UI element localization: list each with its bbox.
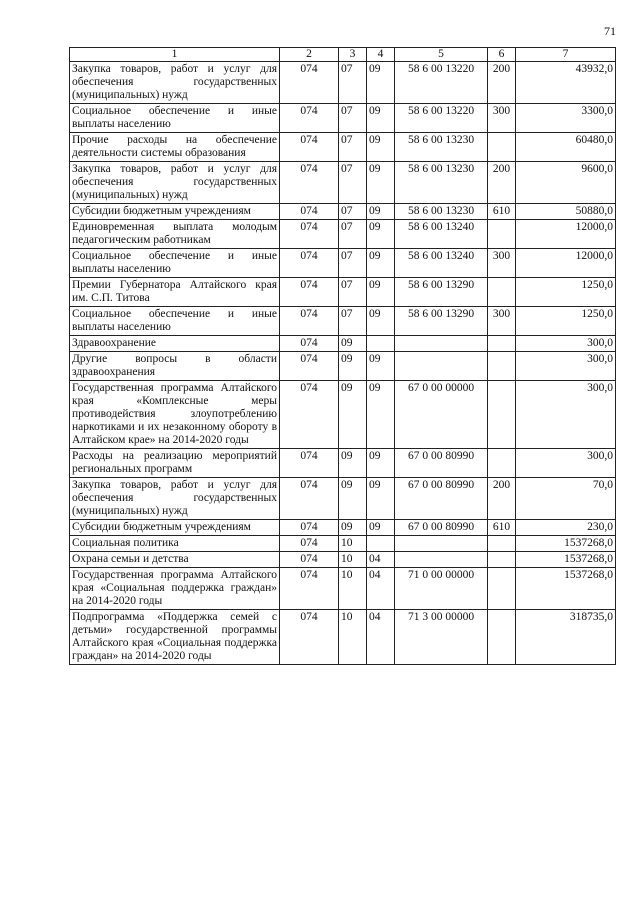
subsection-code-cell: 04 <box>367 552 395 568</box>
table-row <box>70 204 616 220</box>
expense-type-cell <box>488 381 516 449</box>
item-name-cell: Социальная политика <box>70 536 280 552</box>
target-article-cell: 67 0 00 00000 <box>395 381 488 449</box>
item-name-cell: Расходы на реализацию мероприятий региональных программ <box>70 449 280 478</box>
item-name-cell: Здравоохранение <box>70 336 280 352</box>
table-row <box>70 610 616 665</box>
table-row <box>70 307 616 336</box>
subsection-code-cell: 09 <box>367 520 395 536</box>
amount-cell: 70,0 <box>516 478 616 520</box>
subsection-code-cell <box>367 536 395 552</box>
expense-type-cell: 300 <box>488 104 516 133</box>
ministry-code-cell: 074 <box>280 104 339 133</box>
target-article-cell: 58 6 00 13240 <box>395 249 488 278</box>
amount-cell: 318735,0 <box>516 610 616 665</box>
ministry-code-cell: 074 <box>280 568 339 610</box>
expense-type-cell <box>488 536 516 552</box>
item-name-cell: Закупка товаров, работ и услуг для обеспечения государственных (муниципальных) нужд <box>70 478 280 520</box>
section-code-cell: 09 <box>339 520 367 536</box>
ministry-code-cell: 074 <box>280 552 339 568</box>
ministry-code-cell: 074 <box>280 449 339 478</box>
amount-cell: 12000,0 <box>516 249 616 278</box>
subsection-code-cell: 09 <box>367 381 395 449</box>
target-article-cell: 67 0 00 80990 <box>395 520 488 536</box>
amount-cell: 300,0 <box>516 352 616 381</box>
ministry-code-cell: 074 <box>280 536 339 552</box>
amount-cell: 60480,0 <box>516 133 616 162</box>
table-row <box>70 133 616 162</box>
column-header: 7 <box>516 48 616 62</box>
expense-type-cell <box>488 352 516 381</box>
section-code-cell: 10 <box>339 552 367 568</box>
target-article-cell: 58 6 00 13230 <box>395 133 488 162</box>
expense-type-cell: 200 <box>488 478 516 520</box>
subsection-code-cell: 09 <box>367 162 395 204</box>
column-header: 1 <box>70 48 280 62</box>
target-article-cell: 58 6 00 13220 <box>395 62 488 104</box>
amount-cell: 12000,0 <box>516 220 616 249</box>
section-code-cell: 09 <box>339 336 367 352</box>
target-article-cell <box>395 552 488 568</box>
amount-cell: 1537268,0 <box>516 568 616 610</box>
target-article-cell: 58 6 00 13230 <box>395 162 488 204</box>
expense-type-cell <box>488 610 516 665</box>
item-name-cell: Субсидии бюджетным учреждениям <box>70 204 280 220</box>
section-code-cell: 07 <box>339 249 367 278</box>
target-article-cell <box>395 352 488 381</box>
target-article-cell: 71 0 00 00000 <box>395 568 488 610</box>
section-code-cell: 07 <box>339 62 367 104</box>
section-code-cell: 09 <box>339 449 367 478</box>
item-name-cell: Прочие расходы на обеспечение деятельности системы образования <box>70 133 280 162</box>
target-article-cell: 58 6 00 13290 <box>395 278 488 307</box>
section-code-cell: 07 <box>339 162 367 204</box>
item-name-cell: Охрана семьи и детства <box>70 552 280 568</box>
amount-cell: 9600,0 <box>516 162 616 204</box>
expense-type-cell: 300 <box>488 249 516 278</box>
subsection-code-cell: 09 <box>367 249 395 278</box>
amount-cell: 300,0 <box>516 336 616 352</box>
subsection-code-cell: 09 <box>367 220 395 249</box>
ministry-code-cell: 074 <box>280 307 339 336</box>
subsection-code-cell: 09 <box>367 478 395 520</box>
ministry-code-cell: 074 <box>280 204 339 220</box>
amount-cell: 230,0 <box>516 520 616 536</box>
section-code-cell: 07 <box>339 104 367 133</box>
section-code-cell: 10 <box>339 536 367 552</box>
item-name-cell: Единовременная выплата молодым педагогическим работникам <box>70 220 280 249</box>
section-code-cell: 09 <box>339 478 367 520</box>
expense-type-cell <box>488 449 516 478</box>
item-name-cell: Государственная программа Алтайского края «Комплексные меры противодействия злоупотреблению наркотиками и их незаконному обороту в Алтайском крае» на 2014-2020 годы <box>70 381 280 449</box>
subsection-code-cell: 09 <box>367 62 395 104</box>
table-row <box>70 520 616 536</box>
table-row <box>70 62 616 104</box>
amount-cell: 43932,0 <box>516 62 616 104</box>
expense-type-cell <box>488 568 516 610</box>
table-row <box>70 478 616 520</box>
amount-cell: 1250,0 <box>516 278 616 307</box>
expense-type-cell <box>488 552 516 568</box>
ministry-code-cell: 074 <box>280 162 339 204</box>
item-name-cell: Социальное обеспечение и иные выплаты населению <box>70 249 280 278</box>
subsection-code-cell: 04 <box>367 568 395 610</box>
section-code-cell: 07 <box>339 278 367 307</box>
amount-cell: 1537268,0 <box>516 536 616 552</box>
ministry-code-cell: 074 <box>280 520 339 536</box>
ministry-code-cell: 074 <box>280 62 339 104</box>
subsection-code-cell: 04 <box>367 610 395 665</box>
subsection-code-cell: 09 <box>367 352 395 381</box>
item-name-cell: Социальное обеспечение и иные выплаты населению <box>70 104 280 133</box>
section-code-cell: 07 <box>339 220 367 249</box>
expense-type-cell: 610 <box>488 520 516 536</box>
target-article-cell: 58 6 00 13290 <box>395 307 488 336</box>
subsection-code-cell: 09 <box>367 133 395 162</box>
column-header: 5 <box>395 48 488 62</box>
table-row <box>70 568 616 610</box>
target-article-cell: 67 0 00 80990 <box>395 449 488 478</box>
ministry-code-cell: 074 <box>280 610 339 665</box>
table-body <box>70 62 616 665</box>
amount-cell: 3300,0 <box>516 104 616 133</box>
table-header <box>70 48 616 62</box>
column-header: 3 <box>339 48 367 62</box>
budget-table <box>69 47 616 665</box>
table-row <box>70 381 616 449</box>
ministry-code-cell: 074 <box>280 381 339 449</box>
section-code-cell: 09 <box>339 352 367 381</box>
section-code-cell: 10 <box>339 568 367 610</box>
item-name-cell: Подпрограмма «Поддержка семей с детьми» государственной программы Алтайского края «Социальная поддержка граждан» на 2014-2020 годы <box>70 610 280 665</box>
ministry-code-cell: 074 <box>280 220 339 249</box>
section-code-cell: 09 <box>339 381 367 449</box>
table-row <box>70 162 616 204</box>
column-header: 2 <box>280 48 339 62</box>
item-name-cell: Закупка товаров, работ и услуг для обеспечения государственных (муниципальных) нужд <box>70 162 280 204</box>
page-number: 71 <box>604 24 616 38</box>
ministry-code-cell: 074 <box>280 336 339 352</box>
expense-type-cell <box>488 220 516 249</box>
expense-type-cell: 610 <box>488 204 516 220</box>
target-article-cell <box>395 536 488 552</box>
column-header: 4 <box>367 48 395 62</box>
target-article-cell: 58 6 00 13230 <box>395 204 488 220</box>
subsection-code-cell <box>367 336 395 352</box>
target-article-cell: 67 0 00 80990 <box>395 478 488 520</box>
expense-type-cell <box>488 336 516 352</box>
target-article-cell: 58 6 00 13220 <box>395 104 488 133</box>
table-row <box>70 352 616 381</box>
section-code-cell: 07 <box>339 307 367 336</box>
amount-cell: 1250,0 <box>516 307 616 336</box>
expense-type-cell <box>488 278 516 307</box>
expense-type-cell: 300 <box>488 307 516 336</box>
target-article-cell <box>395 336 488 352</box>
amount-cell: 50880,0 <box>516 204 616 220</box>
table-row <box>70 336 616 352</box>
expense-type-cell: 200 <box>488 162 516 204</box>
ministry-code-cell: 074 <box>280 278 339 307</box>
subsection-code-cell: 09 <box>367 278 395 307</box>
expense-type-cell: 200 <box>488 62 516 104</box>
table-row <box>70 536 616 552</box>
section-code-cell: 07 <box>339 204 367 220</box>
expense-type-cell <box>488 133 516 162</box>
amount-cell: 300,0 <box>516 449 616 478</box>
table-row <box>70 104 616 133</box>
column-header: 6 <box>488 48 516 62</box>
section-code-cell: 07 <box>339 133 367 162</box>
item-name-cell: Закупка товаров, работ и услуг для обеспечения государственных (муниципальных) нужд <box>70 62 280 104</box>
amount-cell: 300,0 <box>516 381 616 449</box>
ministry-code-cell: 074 <box>280 478 339 520</box>
subsection-code-cell: 09 <box>367 307 395 336</box>
target-article-cell: 58 6 00 13240 <box>395 220 488 249</box>
item-name-cell: Другие вопросы в области здравоохранения <box>70 352 280 381</box>
item-name-cell: Премии Губернатора Алтайского края им. С.П. Титова <box>70 278 280 307</box>
ministry-code-cell: 074 <box>280 249 339 278</box>
item-name-cell: Субсидии бюджетным учреждениям <box>70 520 280 536</box>
ministry-code-cell: 074 <box>280 133 339 162</box>
table-row <box>70 552 616 568</box>
section-code-cell: 10 <box>339 610 367 665</box>
item-name-cell: Государственная программа Алтайского края «Социальная поддержка граждан» на 2014-2020 годы <box>70 568 280 610</box>
subsection-code-cell: 09 <box>367 104 395 133</box>
amount-cell: 1537268,0 <box>516 552 616 568</box>
ministry-code-cell: 074 <box>280 352 339 381</box>
target-article-cell: 71 3 00 00000 <box>395 610 488 665</box>
subsection-code-cell: 09 <box>367 449 395 478</box>
table-row <box>70 449 616 478</box>
subsection-code-cell: 09 <box>367 204 395 220</box>
item-name-cell: Социальное обеспечение и иные выплаты населению <box>70 307 280 336</box>
table-row <box>70 278 616 307</box>
header-row <box>70 48 616 62</box>
table-row <box>70 220 616 249</box>
table-row <box>70 249 616 278</box>
